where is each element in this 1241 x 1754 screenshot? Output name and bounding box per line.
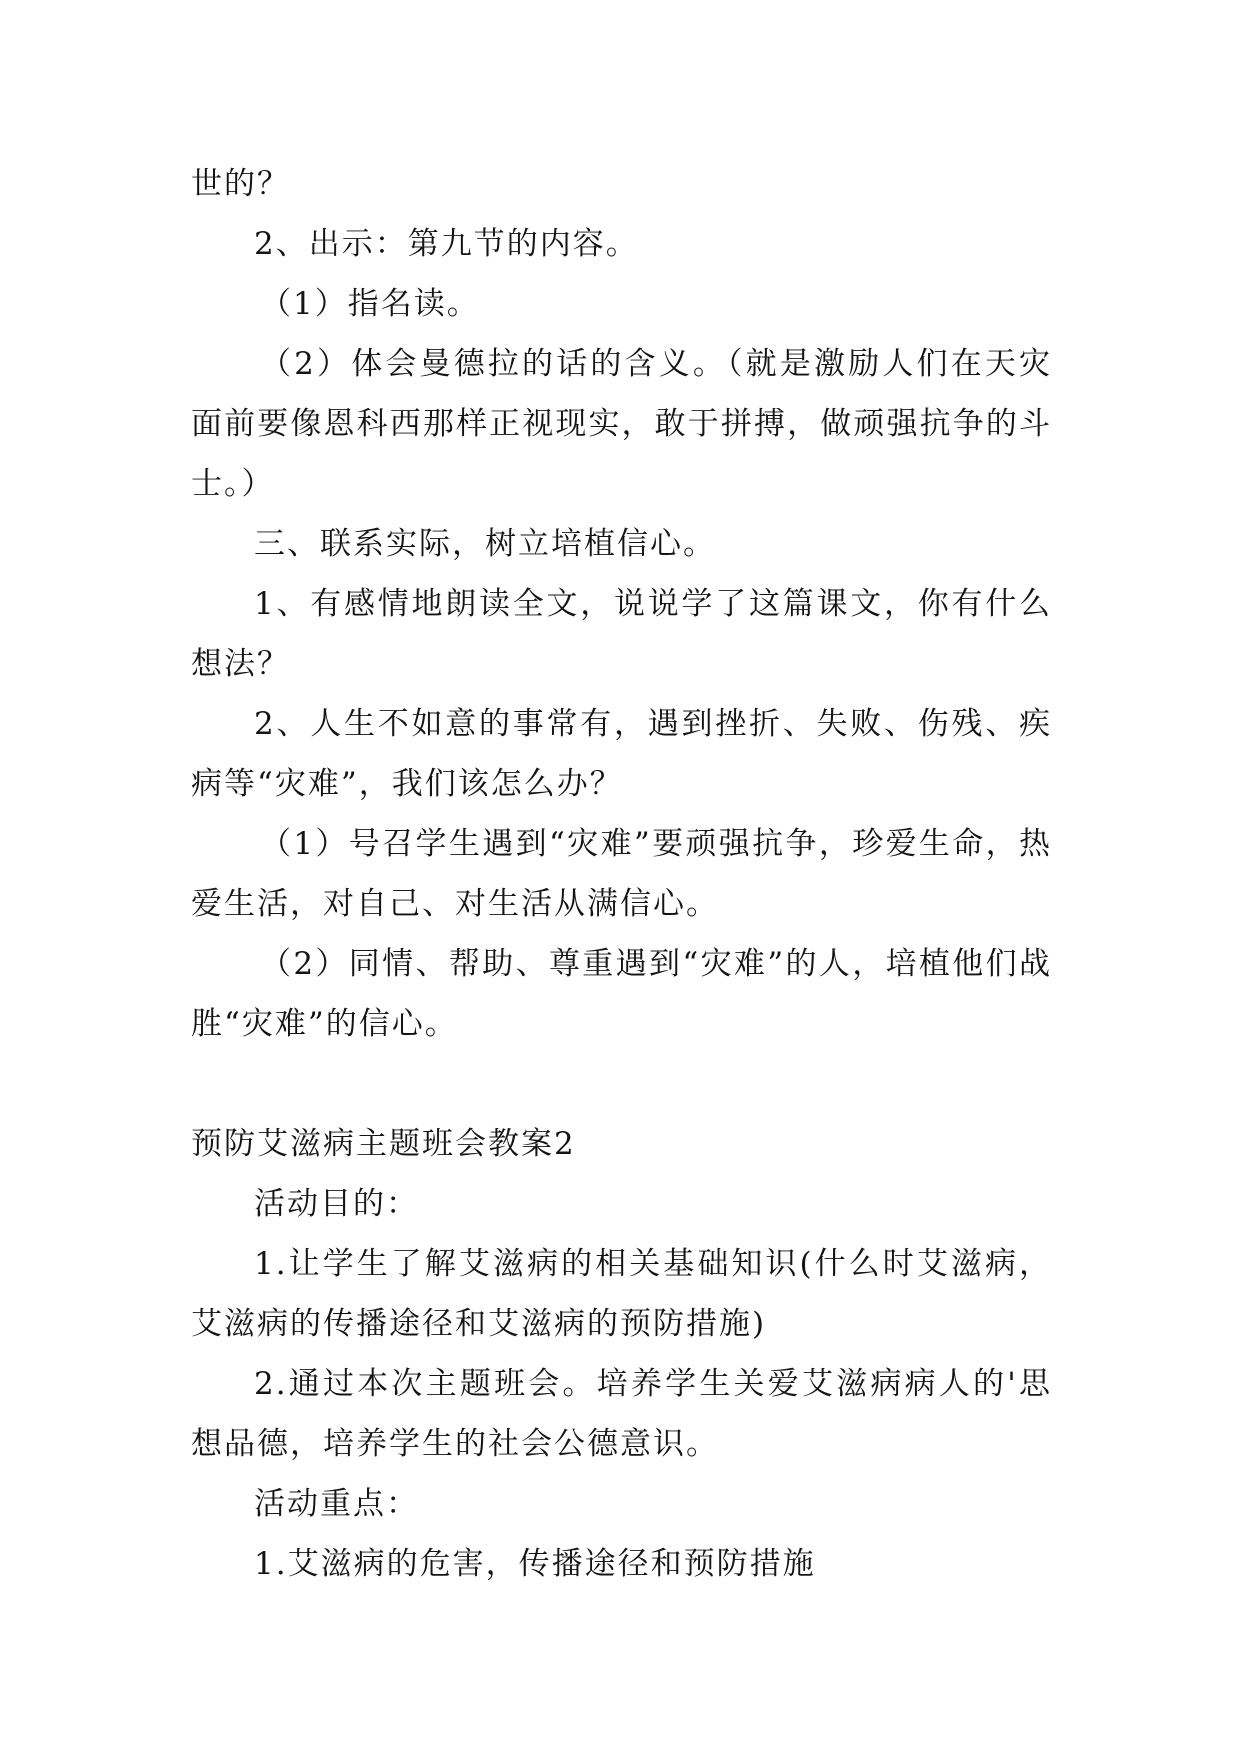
paragraph-goal-2: 2.通过本次主题班会。培养学生关爱艾滋病病人的'思想品德，培养学生的社会公德意识。 [191,1366,1052,1462]
paragraph-item-2-sub-1: （1）指名读。 [260,286,480,322]
paragraph-section-3-item-2: 2、人生不如意的事常有，遇到挫折、失败、伤残、疾病等“灾难”，我们该怎么办？ [191,706,1052,802]
section-title: 预防艾滋病主题班会教案2 [191,1126,576,1162]
paragraph-item-2-sub-2: （2）体会曼德拉的话的含义。（就是激励人们在天灾面前要像恩科西那样正视现实，敢于拼搏，做顽强抗争的斗士。） [191,346,1052,502]
paragraph-section-3-item-2-sub-2: （2）同情、帮助、尊重遇到“灾难”的人，培植他们战胜“灾难”的信心。 [191,946,1052,1042]
document-body [191,154,1052,1594]
paragraph-section-3-item-2-sub-1: （1）号召学生遇到“灾难”要顽强抗争，珍爱生命，热爱生活，对自己、对生活从满信心。 [191,826,1052,922]
paragraph-focus-heading: 活动重点： [254,1486,419,1522]
paragraph-goal-1: 1.让学生了解艾滋病的相关基础知识(什么时艾滋病，艾滋病的传播途径和艾滋病的预防措施) [191,1246,1052,1342]
paragraph-goal-heading: 活动目的： [254,1186,419,1222]
paragraph-item-2: 2、出示：第九节的内容。 [254,226,639,262]
paragraph-section-3-item-1: 1、有感情地朗读全文，说说学了这篇课文，你有什么想法？ [191,586,1052,682]
paragraph-section-3-heading: 三、联系实际，树立培植信心。 [254,526,716,562]
paragraph-focus-1: 1.艾滋病的危害，传播途径和预防措施 [254,1546,816,1582]
section-spacer [191,1054,1052,1114]
paragraph-continuation: 世的？ [191,166,290,202]
